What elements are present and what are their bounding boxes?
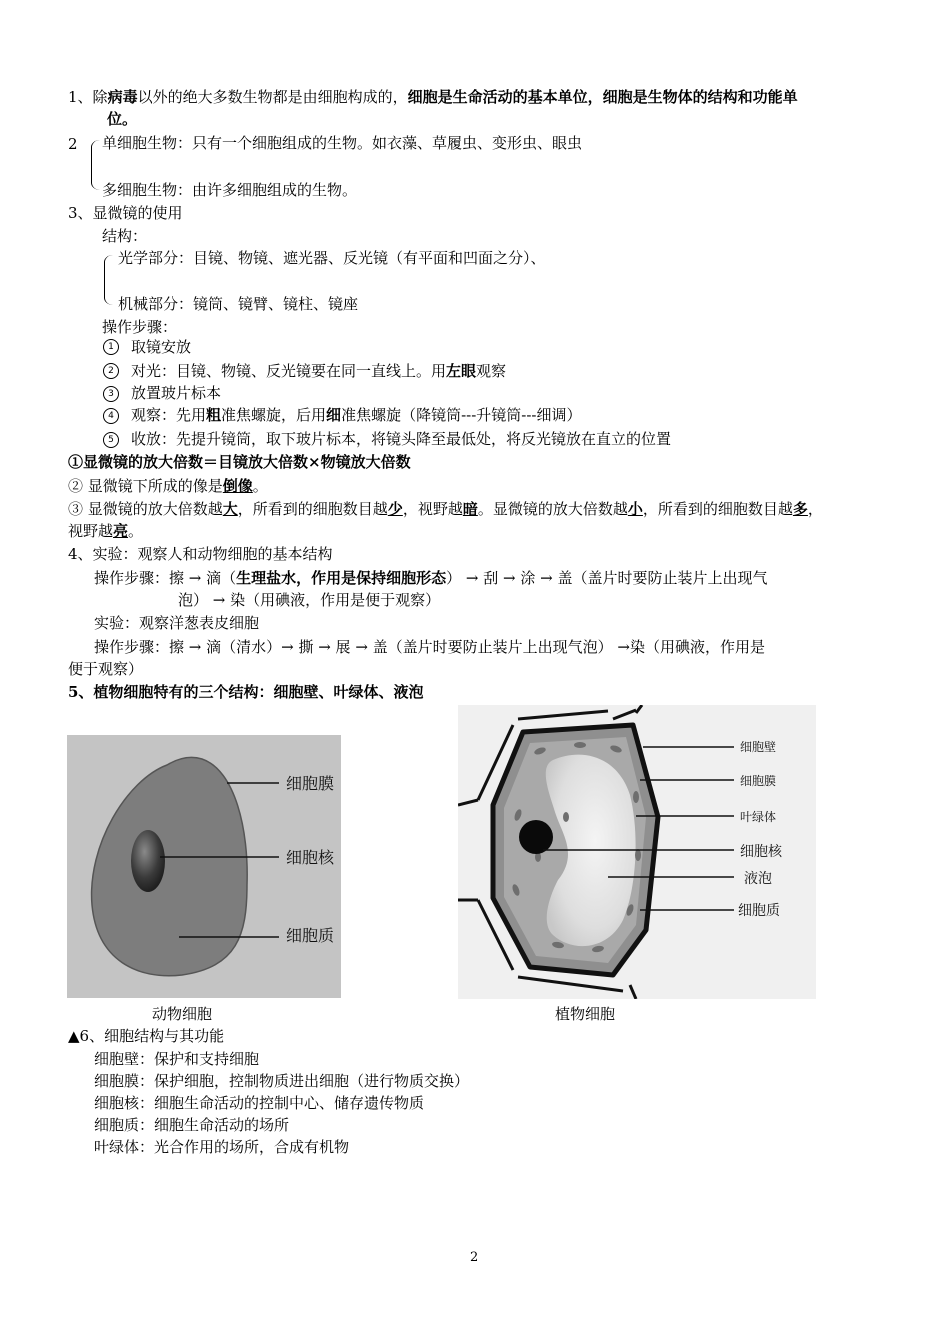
multi-cell-definition: 多细胞生物：由许多细胞组成的生物。	[102, 181, 358, 199]
section-6-title: ▲6、细胞结构与其功能	[68, 1027, 225, 1045]
step-number-1: 1	[103, 339, 119, 355]
section-2-number: 2	[68, 135, 78, 153]
function-cell-wall: 细胞壁：保护和支持细胞	[94, 1050, 260, 1068]
section-3-title: 3、显微镜的使用	[68, 204, 183, 222]
label-cell-wall: 细胞壁	[740, 740, 777, 754]
label-plant-cytoplasm: 细胞质	[738, 903, 780, 919]
function-cytoplasm: 细胞质：细胞生命活动的场所	[94, 1116, 290, 1134]
label-chloroplast: 叶绿体	[740, 810, 777, 824]
step-number-5: 5	[103, 432, 119, 448]
label-plant-membrane: 细胞膜	[740, 774, 777, 788]
section-1-line2: 位。	[107, 110, 138, 128]
onion-procedure-line1: 操作步骤：擦 → 滴（清水）→ 撕 → 展 → 盖（盖片时要防止装片上出现气泡） →染（用碘液，作用是	[94, 638, 765, 656]
plant-nucleus	[519, 820, 553, 854]
label-cell-membrane: 细胞膜	[286, 774, 335, 793]
section-4-title: 4、实验：观察人和动物细胞的基本结构	[68, 545, 333, 563]
function-chloroplast: 叶绿体：光合作用的场所，合成有机物	[94, 1138, 350, 1156]
label-vacuole: 液泡	[744, 871, 772, 887]
step-1: 取镜安放	[131, 338, 192, 356]
animal-cell-diagram	[67, 735, 341, 998]
step-5: 收放：先提升镜筒，取下玻片标本，将镜头降至最低处，将反光镜放在直立的位置	[131, 430, 672, 448]
label-plant-nucleus: 细胞核	[740, 844, 782, 860]
brace-section-2	[91, 140, 100, 190]
inverted-image-note: ② 显微镜下所成的像是倒像。	[68, 477, 268, 495]
steps-title: 操作步骤：	[102, 318, 178, 336]
brace-structure	[104, 255, 113, 305]
plant-cell-caption: 植物细胞	[555, 1005, 616, 1023]
step-number-3: 3	[103, 386, 119, 402]
step-number-2: 2	[103, 363, 119, 379]
section-5-title: 5、植物细胞特有的三个结构：细胞壁、叶绿体、液泡	[68, 683, 424, 701]
structure-label: 结构：	[102, 227, 148, 245]
animal-procedure-line2: 泡） → 染（用碘液，作用是便于观察）	[178, 591, 441, 609]
animal-cell-caption: 动物细胞	[152, 1005, 213, 1023]
section-1-line1: 1、除病毒以外的绝大多数生物都是由细胞构成的，细胞是生命活动的基本单位，细胞是生物体的结构和功能单	[68, 88, 798, 106]
animal-cell-nucleus	[131, 830, 165, 892]
onion-procedure-line2: 便于观察）	[68, 660, 144, 678]
step-2: 对光：目镜、物镜、反光镜要在同一直线上。用左眼观察	[131, 362, 507, 380]
magnification-formula: ①显微镜的放大倍数＝目镜放大倍数×物镜放大倍数	[68, 453, 411, 471]
mechanical-part: 机械部分：镜筒、镜臂、镜柱、镜座	[118, 295, 359, 313]
plant-cell-diagram	[458, 705, 816, 999]
step-3: 放置玻片标本	[131, 384, 222, 402]
step-4: 观察：先用粗准焦螺旋，后用细准焦螺旋（降镜筒---升镜筒---细调）	[131, 406, 582, 424]
single-cell-definition: 单细胞生物：只有一个细胞组成的生物。如衣藻、草履虫、变形虫、眼虫	[102, 134, 583, 152]
magnification-note-line1: ③ 显微镜的放大倍数越大，所看到的细胞数目越少，视野越暗。显微镜的放大倍数越小，所看到的细胞数目越多，	[68, 500, 823, 518]
label-cytoplasm: 细胞质	[286, 926, 335, 945]
animal-procedure-line1: 操作步骤：擦 → 滴（生理盐水，作用是保持细胞形态） → 刮 → 涂 → 盖（盖片时要防止装片上出现气	[94, 569, 768, 587]
page-number: 2	[470, 1250, 479, 1265]
function-nucleus: 细胞核：细胞生命活动的控制中心、储存遗传物质	[94, 1094, 425, 1112]
step-number-4: 4	[103, 408, 119, 424]
onion-experiment-title: 实验：观察洋葱表皮细胞	[94, 614, 260, 632]
optical-part: 光学部分：目镜、物镜、遮光器、反光镜（有平面和凹面之分）、	[118, 249, 546, 267]
label-nucleus: 细胞核	[286, 848, 335, 867]
magnification-note-line2: 视野越亮。	[68, 522, 144, 540]
function-cell-membrane: 细胞膜：保护细胞，控制物质进出细胞（进行物质交换）	[94, 1072, 470, 1090]
